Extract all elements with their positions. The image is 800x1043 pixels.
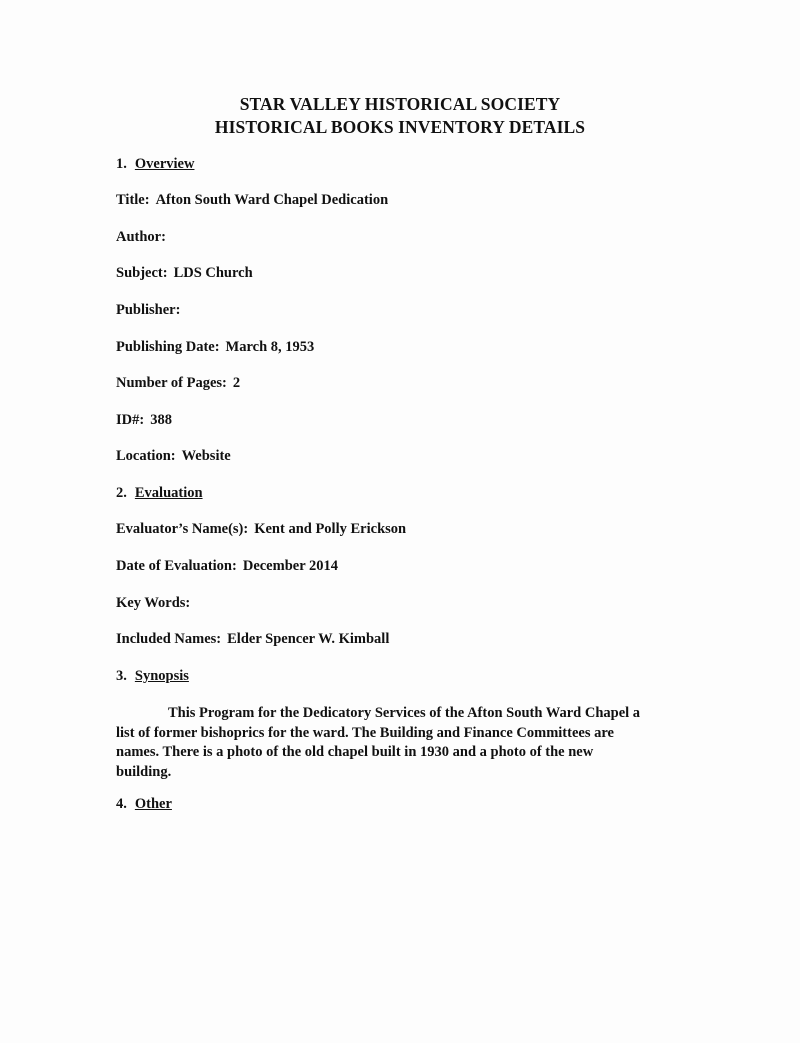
synopsis-line: This Program for the Dedicatory Services of the Afton South Ward Chapel a — [168, 705, 641, 721]
field-value: December 2014 — [242, 558, 338, 574]
field-value: 388 — [150, 412, 172, 428]
field-key-words — [116, 595, 196, 612]
field-value: March 8, 1953 — [225, 339, 315, 355]
field-label: Number of Pages: — [116, 375, 227, 391]
field-subject — [116, 265, 253, 282]
synopsis-line: names. There is a photo of the old chapel built in 1930 and a photo of the new — [116, 744, 594, 760]
synopsis-paragraph — [116, 704, 696, 782]
section-title: Evaluation — [134, 485, 203, 501]
section-number: 2. — [116, 485, 127, 501]
field-value: Afton South Ward Chapel Dedication — [155, 192, 389, 208]
field-id — [116, 412, 172, 429]
section-overview-heading — [116, 156, 194, 173]
field-label: Publishing Date: — [116, 339, 220, 355]
field-evaluators — [116, 521, 406, 538]
field-date-of-evaluation — [116, 558, 338, 575]
field-value: Website — [181, 448, 231, 464]
field-label: Title: — [116, 192, 150, 208]
field-location — [116, 448, 231, 465]
field-label: Subject: — [116, 265, 168, 281]
section-title: Synopsis — [134, 668, 189, 684]
synopsis-line: list of former bishoprics for the ward. The Building and Finance Committees are — [116, 724, 614, 741]
section-number: 4. — [116, 796, 127, 812]
field-label: Included Names: — [116, 631, 222, 647]
field-label: ID#: — [116, 412, 145, 428]
field-label: Date of Evaluation: — [116, 558, 237, 574]
section-title: Overview — [134, 156, 195, 172]
section-number: 1. — [116, 156, 127, 172]
synopsis-line: building. — [116, 763, 172, 780]
field-label: Publisher: — [116, 302, 181, 318]
field-title — [116, 192, 388, 209]
document-title-line-2: HISTORICAL BOOKS INVENTORY DETAILS — [214, 117, 586, 137]
section-other-heading — [116, 796, 172, 813]
field-value: Elder Spencer W. Kimball — [227, 631, 390, 647]
field-label: Location: — [116, 448, 176, 464]
field-label: Evaluator’s Name(s): — [116, 521, 249, 537]
section-synopsis-heading — [116, 668, 189, 685]
section-title: Other — [134, 796, 172, 812]
field-publisher — [116, 302, 186, 319]
section-evaluation-heading — [116, 485, 203, 502]
document-title-line-1: STAR VALLEY HISTORICAL SOCIETY — [239, 94, 561, 114]
field-value: Kent and Polly Erickson — [254, 521, 407, 537]
field-publishing-date — [116, 339, 314, 356]
field-label: Author: — [116, 229, 166, 245]
section-number: 3. — [116, 668, 127, 684]
field-number-of-pages — [116, 375, 240, 392]
field-value: 2 — [232, 375, 241, 391]
field-author — [116, 229, 172, 246]
field-label: Key Words: — [116, 595, 191, 611]
field-included-names — [116, 631, 389, 648]
field-value: LDS Church — [173, 265, 253, 281]
